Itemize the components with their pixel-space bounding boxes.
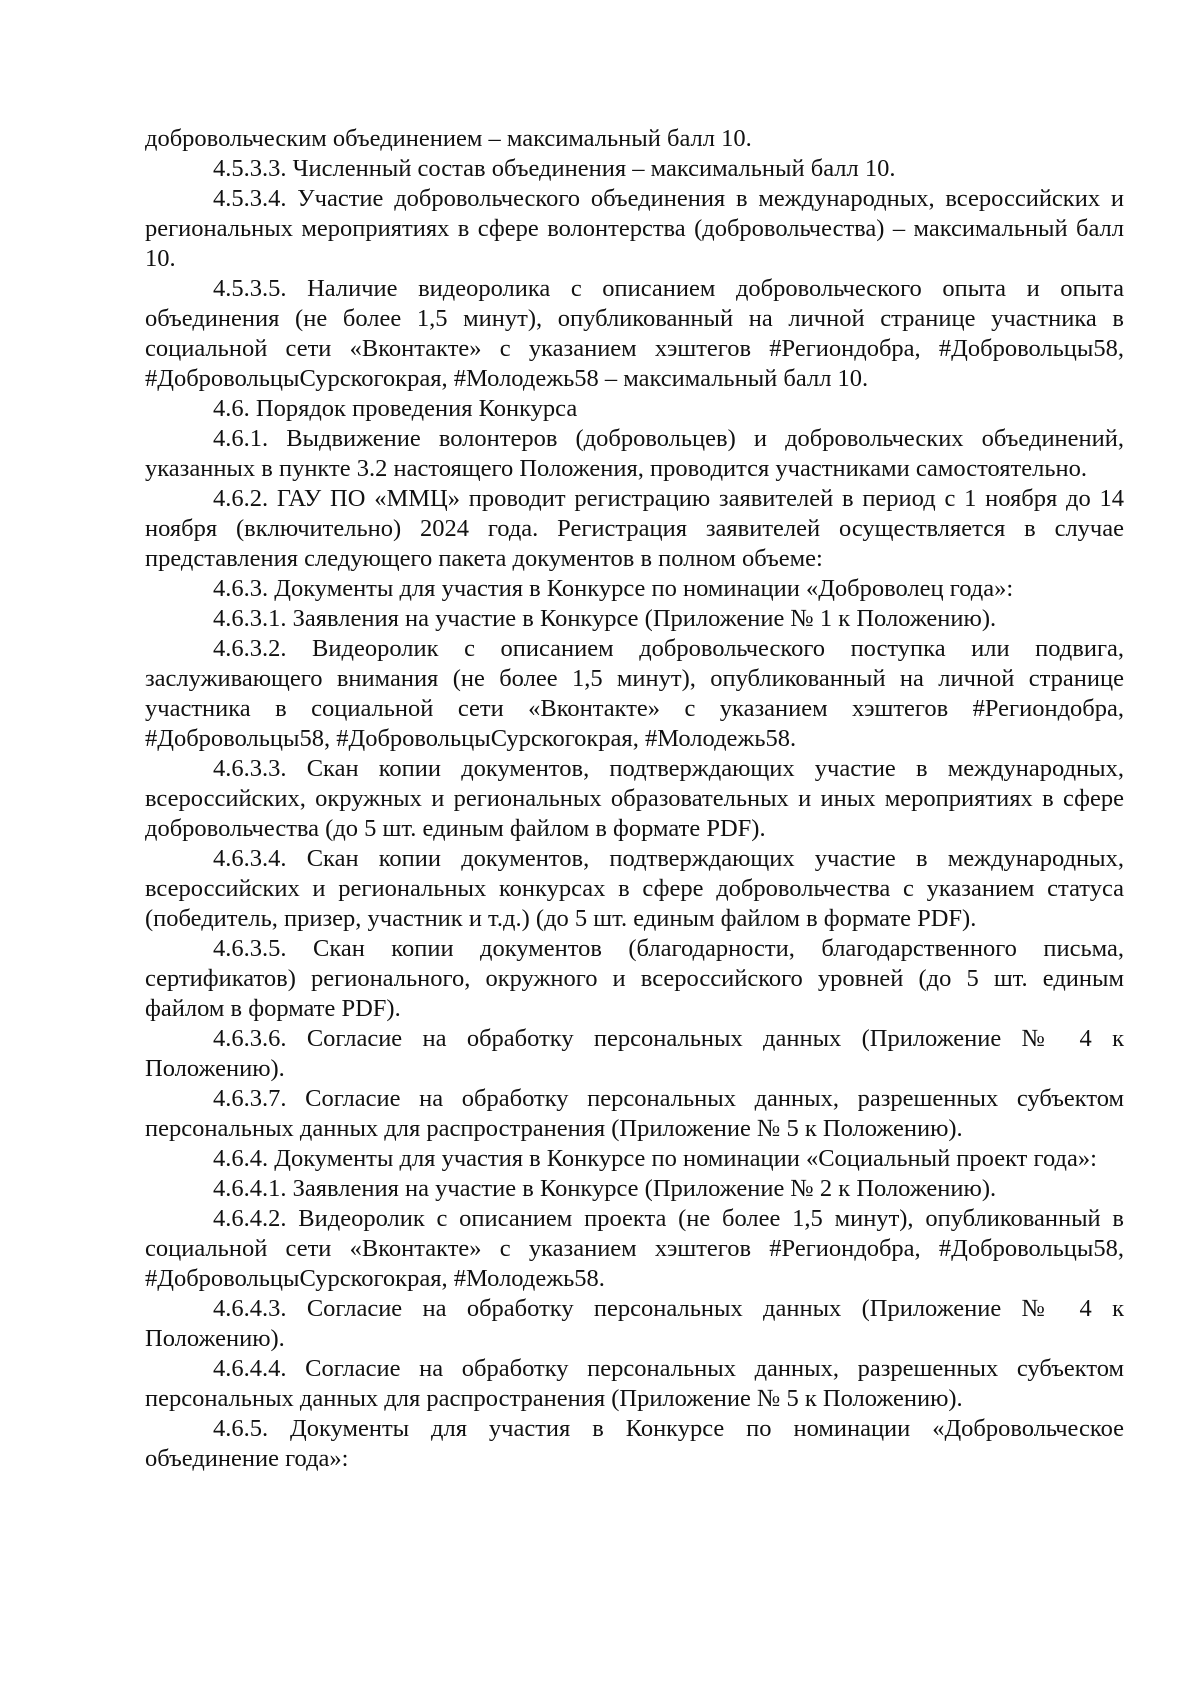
document-body	[145, 124, 1124, 1474]
paragraph-4-6-3-5: 4.6.3.5. Скан копии документов (благодарности, благодарственного письма, сертификатов) регионального, окружного и всероссийского уровней (до 5 шт. единым файлом в формате PDF).	[145, 935, 1124, 1022]
paragraph-4-6-4-1: 4.6.4.1. Заявления на участие в Конкурсе (Приложение № 2 к Положению).	[213, 1175, 997, 1202]
paragraph-4-6-4: 4.6.4. Документы для участия в Конкурсе по номинации «Социальный проект года»:	[213, 1145, 1097, 1172]
paragraph-4-6-1: 4.6.1. Выдвижение волонтеров (добровольцев) и добровольческих объединений, указанных в пункте 3.2 настоящего Положения, проводится участниками самостоятельно.	[145, 425, 1124, 482]
paragraph-4-6-3-7: 4.6.3.7. Согласие на обработку персональных данных, разрешенных субъектом персональных данных для распространения (Приложение № 5 к Положению).	[145, 1085, 1124, 1142]
paragraph-4-6: 4.6. Порядок проведения Конкурса	[213, 395, 578, 422]
paragraph-4-5-3-4: 4.5.3.4. Участие добровольческого объединения в международных, всероссийских и региональных мероприятиях в сфере волонтерства (добровольчества) – максимальный балл 10.	[145, 185, 1124, 272]
paragraph-4-6-4-2: 4.6.4.2. Видеоролик с описанием проекта (не более 1,5 минут), опубликованный в социальной сети «Вконтакте» с указанием хэштегов #Региондобра, #Добровольцы58, #ДобровольцыСурскогокрая, #Молодежь58.	[145, 1205, 1124, 1292]
paragraph-4-6-3-6: 4.6.3.6. Согласие на обработку персональных данных (Приложение № 4 к Положению).	[145, 1025, 1124, 1082]
paragraph-4-6-3-4: 4.6.3.4. Скан копии документов, подтверждающих участие в международных, всероссийских и региональных конкурсах в сфере добровольчества с указанием статуса (победитель, призер, участник и т.д.) (до 5 шт. единым файлом в формате PDF).	[145, 845, 1124, 932]
paragraph-continuation: добровольческим объединением – максимальный балл 10.	[145, 125, 752, 152]
paragraph-4-6-4-3: 4.6.4.3. Согласие на обработку персональных данных (Приложение № 4 к Положению).	[145, 1295, 1124, 1352]
paragraph-4-5-3-3: 4.5.3.3. Численный состав объединения – максимальный балл 10.	[213, 155, 896, 182]
paragraph-4-6-3-3: 4.6.3.3. Скан копии документов, подтверждающих участие в международных, всероссийских, окружных и региональных образовательных и иных мероприятиях в сфере добровольчества (до 5 шт. единым файлом в формате PDF).	[145, 755, 1124, 842]
paragraph-4-6-4-4: 4.6.4.4. Согласие на обработку персональных данных, разрешенных субъектом персональных данных для распространения (Приложение № 5 к Положению).	[145, 1355, 1124, 1412]
paragraph-4-6-3-2: 4.6.3.2. Видеоролик с описанием добровольческого поступка или подвига, заслуживающего внимания (не более 1,5 минут), опубликованный на личной странице участника в социальной сети «Вконтакте» с указанием хэштегов #Региондобра, #Добровольцы58, #ДобровольцыСурскогокрая, #Молодежь58.	[145, 635, 1124, 752]
paragraph-4-6-3: 4.6.3. Документы для участия в Конкурсе по номинации «Доброволец года»:	[213, 575, 1014, 602]
paragraph-4-6-5: 4.6.5. Документы для участия в Конкурсе по номинации «Добровольческое объединение года»:	[145, 1415, 1124, 1472]
paragraph-4-6-3-1: 4.6.3.1. Заявления на участие в Конкурсе (Приложение № 1 к Положению).	[213, 605, 997, 632]
paragraph-4-6-2: 4.6.2. ГАУ ПО «ММЦ» проводит регистрацию заявителей в период с 1 ноября до 14 ноября (включительно) 2024 года. Регистрация заявителей осуществляется в случае представления следующего пакета документов в полном объеме:	[145, 485, 1124, 572]
paragraph-4-5-3-5: 4.5.3.5. Наличие видеоролика с описанием добровольческого опыта и опыта объединения (не более 1,5 минут), опубликованный на личной странице участника в социальной сети «Вконтакте» с указанием хэштегов #Региондобра, #Добровольцы58, #ДобровольцыСурскогокрая, #Молодежь58 – максимальный балл 10.	[145, 275, 1124, 392]
